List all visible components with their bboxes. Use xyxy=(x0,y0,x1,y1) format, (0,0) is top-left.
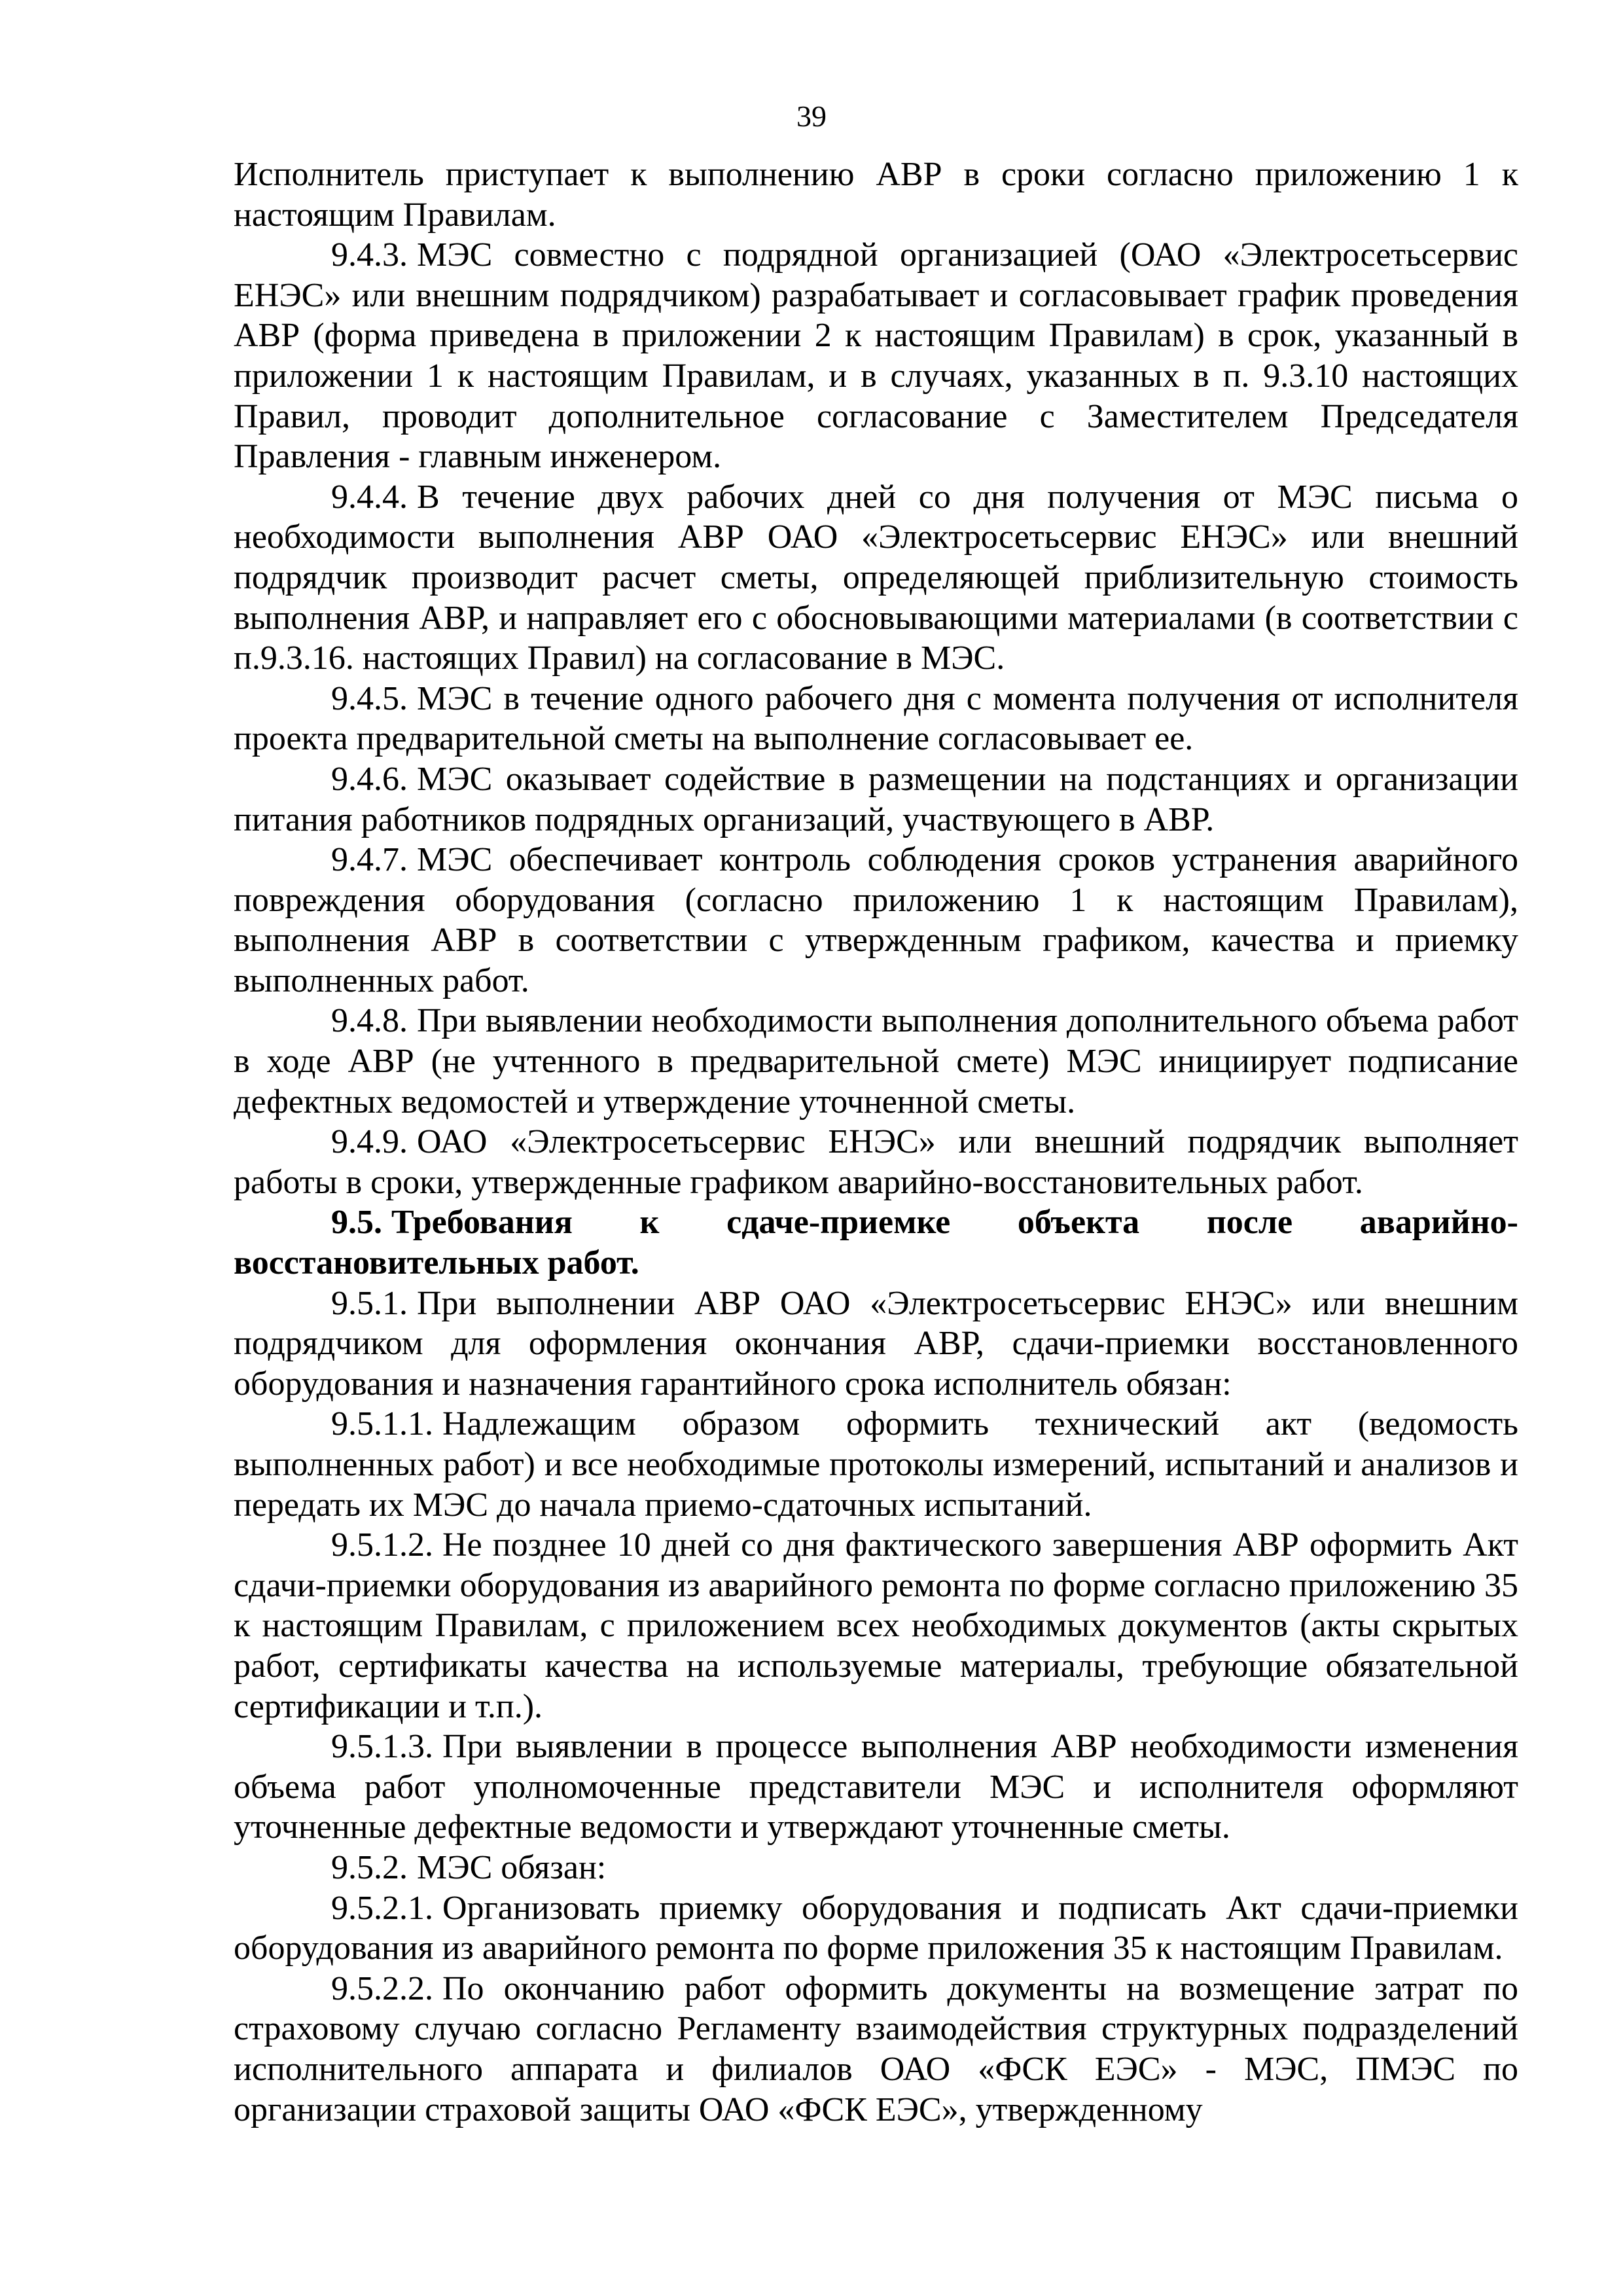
section-number: 9.5. xyxy=(331,1204,382,1242)
paragraph-number: 9.5.1.3. xyxy=(331,1728,433,1766)
paragraph-number: 9.5.1.1. xyxy=(331,1405,433,1443)
paragraph-9-5-1-2 xyxy=(234,1525,1518,1727)
paragraph-text: При выявлении необходимости выполнения дополнительного объема работ в ходе АВР (не учтенного в предварительной смете) МЭС инициирует подписание дефектных ведомостей и утверждение уточненной сметы. xyxy=(234,1002,1518,1121)
paragraph-9-4-7 xyxy=(234,840,1518,1001)
paragraph-9-5-2-1 xyxy=(234,1888,1518,1969)
page-number: 39 xyxy=(796,99,827,133)
paragraph-text: МЭС совместно с подрядной организацией (ОАО «Электросетьсервис ЕНЭС» или внешним подрядчиком) разрабатывает и согласовывает график проведения АВР (форма приведена в приложении 2 к настоящим Правилам) в срок, указанный в приложении 1 к настоящим Правилам, и в случаях, указанных в п. 9.3.10 настоящих Правил, проводит дополнительное согласование с Заместителем Председателя Правления - главным инженером. xyxy=(234,236,1518,476)
paragraph-9-5-1 xyxy=(234,1283,1518,1405)
paragraph-text: МЭС обязан: xyxy=(417,1848,607,1886)
paragraph-number: 9.4.5. xyxy=(331,679,408,717)
paragraph-number: 9.5.2.2. xyxy=(331,1969,433,2007)
paragraph-text: Надлежащим образом оформить технический акт (ведомость выполненных работ) и все необходимые протоколы измерений, испытаний и анализов и передать их МЭС до начала приемо-сдаточных испытаний. xyxy=(234,1405,1518,1524)
paragraph-text: По окончанию работ оформить документы на возмещение затрат по страховому случаю согласно Регламенту взаимодействия структурных подразделений исполнительного аппарата и филиалов ОАО «ФСК ЕЭС» - МЭС, ПМЭС по организации страховой защиты ОАО «ФСК ЕЭС», утвержденному xyxy=(234,1969,1518,2128)
paragraph-9-5-2 xyxy=(234,1848,1518,1888)
paragraph-9-4-5 xyxy=(234,679,1518,759)
document-body xyxy=(234,154,1518,2130)
paragraph-number: 9.5.2. xyxy=(331,1848,408,1886)
paragraph-number: 9.5.1.2. xyxy=(331,1526,433,1564)
paragraph-number: 9.4.8. xyxy=(331,1002,408,1040)
paragraph-text: При выявлении в процессе выполнения АВР необходимости изменения объема работ уполномоченные представители МЭС и исполнителя оформляют уточненные дефектные ведомости и утверждают уточненные сметы. xyxy=(234,1728,1518,1846)
paragraph-9-5-1-1 xyxy=(234,1404,1518,1525)
paragraph-9-4-9 xyxy=(234,1122,1518,1202)
paragraph-continuation xyxy=(234,154,1518,235)
paragraph-text: ОАО «Электросетьсервис ЕНЭС» или внешний подрядчик выполняет работы в сроки, утвержденные графиком аварийно-восстановительных работ. xyxy=(234,1123,1518,1201)
paragraph-number: 9.5.1. xyxy=(331,1284,408,1322)
paragraph-text: Не позднее 10 дней со дня фактического завершения АВР оформить Акт сдачи-приемки оборудования из аварийного ремонта по форме согласно приложению 35 к настоящим Правилам, с приложением всех необходимых документов (акты скрытых работ, сертификаты качества на используемые материалы, требующие обязательной сертификации и т.п.). xyxy=(234,1526,1518,1725)
paragraph-9-5-2-2 xyxy=(234,1969,1518,2130)
paragraph-9-4-8 xyxy=(234,1001,1518,1122)
paragraph-text: В течение двух рабочих дней со дня получения от МЭС письма о необходимости выполнения АВР ОАО «Электросетьсервис ЕНЭС» или внешний подрядчик производит расчет сметы, определяющей приблизительную стоимость выполнения АВР, и направляет его с обосновывающими материалами (в соответствии с п.9.3.16. настоящих Правил) на согласование в МЭС. xyxy=(234,478,1518,677)
paragraph-number: 9.4.6. xyxy=(331,760,408,798)
paragraph-number: 9.5.2.1. xyxy=(331,1889,433,1927)
section-title: Требования к сдаче-приемке объекта после аварийно-восстановительных работ. xyxy=(234,1204,1518,1282)
paragraph-number: 9.4.4. xyxy=(331,478,408,516)
paragraph-9-4-3 xyxy=(234,235,1518,477)
paragraph-text: МЭС в течение одного рабочего дня с момента получения от исполнителя проекта предварительной сметы на выполнение согласовывает ее. xyxy=(234,679,1518,758)
paragraph-9-5-1-3 xyxy=(234,1727,1518,1848)
section-heading-9-5 xyxy=(234,1202,1518,1283)
paragraph-9-4-6 xyxy=(234,759,1518,840)
paragraph-text: При выполнении АВР ОАО «Электросетьсервис ЕНЭС» или внешним подрядчиком для оформления окончания АВР, сдачи-приемки восстановленного оборудования и назначения гарантийного срока исполнитель обязан: xyxy=(234,1284,1518,1403)
paragraph-9-4-4 xyxy=(234,477,1518,679)
paragraph-text: Исполнитель приступает к выполнению АВР в сроки согласно приложению 1 к настоящим Правилам. xyxy=(234,156,1518,234)
paragraph-number: 9.4.3. xyxy=(331,236,408,274)
paragraph-number: 9.4.9. xyxy=(331,1123,408,1161)
paragraph-number: 9.4.7. xyxy=(331,841,408,879)
paragraph-text: МЭС оказывает содействие в размещении на подстанциях и организации питания работников подрядных организаций, участвующего в АВР. xyxy=(234,760,1518,838)
paragraph-text: МЭС обеспечивает контроль соблюдения сроков устранения аварийного повреждения оборудования (согласно приложению 1 к настоящим Правилам), выполнения АВР в соответствии с утвержденным графиком, качества и приемку выполненных работ. xyxy=(234,841,1518,999)
paragraph-text: Организовать приемку оборудования и подписать Акт сдачи-приемки оборудования из аварийного ремонта по форме приложения 35 к настоящим Правилам. xyxy=(234,1889,1518,1967)
